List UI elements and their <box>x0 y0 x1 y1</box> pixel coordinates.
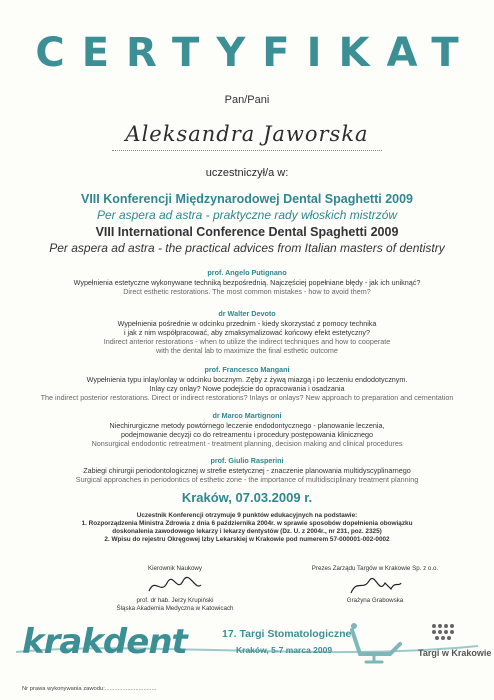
handwritten-signature <box>345 575 405 597</box>
signature-role: Prezes Zarządu Targów w Krakowie Sp. z o.o. <box>311 565 439 572</box>
conference-title-pl: VIII Konferencji Międzynarodowej Dental Spaghetti 2009 <box>80 192 414 206</box>
lecture-block <box>0 411 494 448</box>
targi-logo-dots-icon <box>430 622 458 646</box>
signature-board-president <box>300 565 450 605</box>
license-number-footnote: Nr prawa wykonywania zawodu:................................ <box>22 686 157 692</box>
signature-name: prof. dr hab. Jerzy Krupiński <box>136 597 214 604</box>
krakdent-logo: krakdent <box>22 622 187 662</box>
salutation: Pan/Pani <box>224 94 270 106</box>
points-line: doskonalenia zawodowego lekarzy i lekarzy dentystów (Dz. U. z 2004r., nr 231, poz. 2325) <box>112 528 382 535</box>
lecturer-name: dr Marco Martignoni <box>212 411 282 420</box>
lecture-title-pl: Wypełnienia pośrednie w odcinku przednim - kiedy skorzystać z pomocy technika <box>117 319 377 328</box>
conference-subtitle-en: Per aspera ad astra - the practical advices from Italian masters of dentistry <box>49 241 445 255</box>
lecture-title-pl: i jak z nim współpracować, aby zmaksymalizować końcowy efekt estetyczny? <box>123 328 371 337</box>
lecture-title-pl: Niechirurgiczne metody powtórnego leczenie endodontycznego - planowanie leczenia, <box>109 421 385 430</box>
name-dotted-line <box>112 150 382 151</box>
lecture-block <box>0 309 494 355</box>
lecture-title-pl: Zabiegi chirurgii periodontologicznej w strefie estetycznej - znaczenie planowania multidyscyplinarnego <box>83 466 411 475</box>
lecture-title-en: Direct esthetic restorations. The most common mistakes - how to avoid them? <box>123 287 371 296</box>
lecture-title-en: with the dental lab to maximize the final esthetic outcome <box>156 346 338 355</box>
signature-name: Grażyna Grabowska <box>346 597 404 604</box>
lecture-block <box>0 456 494 484</box>
lecture-title-en: The indirect posterior restorations. Direct or indirect restorations? Inlays or onlays? New approach to preparation and cementation <box>40 393 454 402</box>
signature-role: Kierownik Naukowy <box>148 565 202 572</box>
points-line: Uczestnik Konferencji otrzymuje 9 punktów edukacyjnych na podstawie: <box>136 512 358 519</box>
organizer-logo-text: Targi w Krakowie <box>418 648 492 658</box>
lecturer-name: dr Walter Devoto <box>218 309 276 318</box>
lecture-title-pl: Inlay czy onlay? Nowe podejście do opracowania i osadzania <box>149 384 345 393</box>
signature-institution: Śląska Akademia Medyczna w Katowicach <box>116 605 234 612</box>
education-points-note <box>0 512 494 544</box>
recipient-name: Aleksandra Jaworska <box>125 122 369 146</box>
fair-name: 17. Targi Stomatologiczne <box>222 628 352 640</box>
conference-subtitle-pl: Per aspera ad astra - praktyczne rady włoskich mistrzów <box>96 208 398 222</box>
handwritten-signature <box>145 575 205 597</box>
lecture-title-en: Nonsurgical endodontic retreatment - treatment planning, decision making and clinical procedures <box>91 439 403 448</box>
lecturer-name: prof. Angelo Putignano <box>207 268 287 277</box>
lecturer-name: prof. Francesco Mangani <box>204 365 290 374</box>
lecture-title-pl: Wypełnienia estetyczne wykonywane techniką bezpośrednią. Najczęściej popełniane błędy - jak ich uniknąć? <box>73 278 421 287</box>
lecture-block <box>0 365 494 402</box>
lecturer-name: prof. Giulio Rasperini <box>210 456 284 465</box>
issue-date: Kraków, 07.03.2009 r. <box>181 490 313 505</box>
dental-chair-icon <box>346 620 404 666</box>
points-line: 1. Rozporządzenia Ministra Zdrowia z dnia 6 października 2004r. w sprawie sposobów dopełnienia obowiązku <box>81 520 413 527</box>
conference-title-en: VIII International Conference Dental Spaghetti 2009 <box>95 225 399 239</box>
lecture-title-en: Indirect anterior restorations - when to utilize the indirect techniques and how to cooperate <box>103 337 391 346</box>
lecture-title-pl: Wypełnienia typu inlay/onlay w odcinku bocznym. Zęby z żywą miazgą i po leczeniu endodotycznym. <box>86 375 408 384</box>
lecture-title-en: Surgical approaches in periodontics of esthetic zone - the importance of multidisciplinary treatment planning <box>75 475 419 484</box>
points-line: 2. Wpisu do rejestru Okręgowej Izby Lekarskiej w Krakowie pod numerem 57-000001-002-0002 <box>104 536 390 543</box>
certificate-title: CERTYFIKAT <box>35 30 476 76</box>
signature-scientific-director <box>100 565 250 613</box>
fair-date: Kraków, 5-7 marca 2009 <box>236 645 333 655</box>
lecture-block <box>0 268 494 296</box>
participated-text: uczestniczył/a w: <box>205 167 289 179</box>
lecture-title-pl: podejmowanie decyzji co do retreamentu i procedury postępowania klinicznego <box>120 430 374 439</box>
